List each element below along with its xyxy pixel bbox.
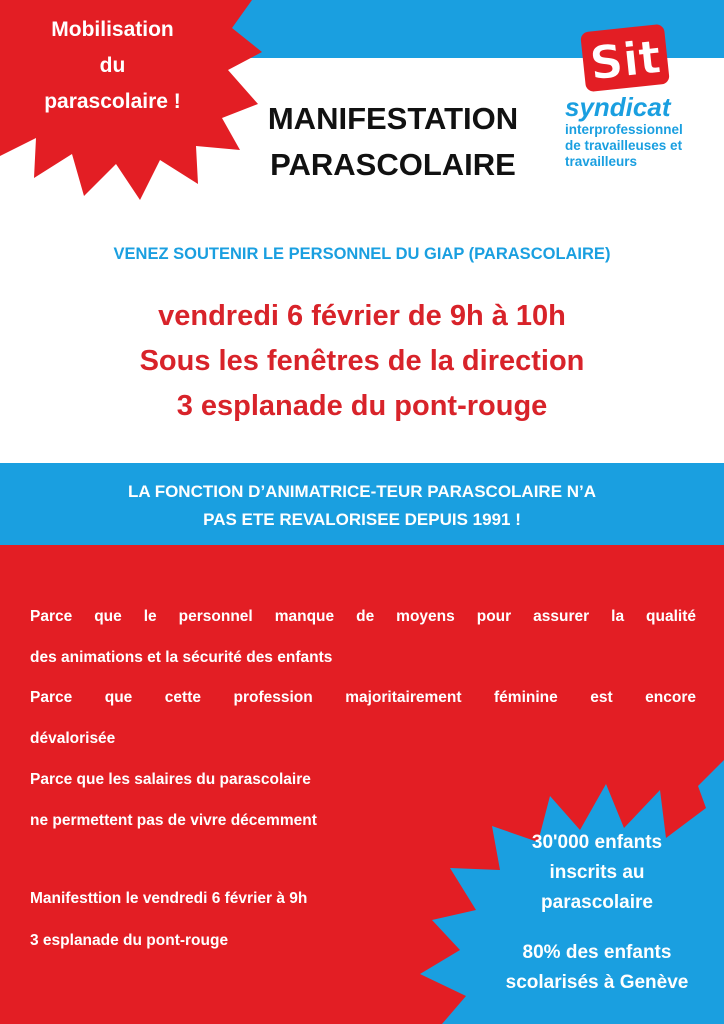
closing-info bbox=[30, 878, 307, 962]
fact-2-line-1: 80% des enfants bbox=[522, 942, 672, 963]
reason-2-line-1: Parce que cette profession majoritairement féminine est encore bbox=[30, 689, 696, 707]
reason-2-line-2: dévalorisée bbox=[30, 730, 116, 748]
logo-badge-text: Sit bbox=[587, 29, 664, 91]
fact-1-line-1: 30'000 enfants bbox=[531, 832, 663, 853]
logo-subtitle-line-3: travailleurs bbox=[565, 154, 638, 169]
reason-1-line-2: des animations et la sécurité des enfants bbox=[30, 648, 333, 666]
event-place: Sous les fenêtres de la direction bbox=[139, 345, 585, 377]
title-line-2: PARASCOLAIRE bbox=[270, 147, 516, 182]
support-line: VENEZ SOUTENIR LE PERSONNEL DU GIAP (PARASCOLAIRE) bbox=[113, 245, 611, 263]
event-date: vendredi 6 février de 9h à 10h bbox=[158, 300, 566, 332]
fact-1-line-2: inscrits au bbox=[549, 862, 645, 883]
logo-subtitle bbox=[565, 122, 724, 170]
logo-subtitle-line-1: interprofessionnel bbox=[565, 122, 683, 137]
banner-text bbox=[20, 478, 704, 534]
fact-1-line-3: parascolaire bbox=[541, 892, 653, 913]
logo-word: syndicat bbox=[565, 92, 671, 122]
logo-subtitle-line-2: de travailleuses et bbox=[565, 138, 683, 153]
banner-line-2: PAS ETE REVALORISEE DEPUIS 1991 ! bbox=[203, 510, 521, 529]
event-details bbox=[0, 294, 724, 429]
event-address: 3 esplanade du pont-rouge bbox=[176, 390, 548, 422]
reason-1-line-1: Parce que le personnel manque de moyens pour assurer la qualité bbox=[30, 608, 696, 625]
title-line-1: MANIFESTATION bbox=[267, 101, 519, 136]
sit-logo bbox=[565, 20, 685, 95]
mobilisation-line-1: Mobilisation bbox=[51, 18, 174, 41]
facts-text bbox=[470, 828, 724, 998]
page-title bbox=[228, 96, 558, 188]
closing-line-1: Manifesttion le vendredi 6 février à 9h bbox=[30, 890, 308, 907]
mobilisation-line-3: parascolaire ! bbox=[44, 90, 181, 113]
mobilisation-line-2: du bbox=[99, 54, 126, 77]
reason-3-line-1: Parce que les salaires du parascolaire bbox=[30, 770, 311, 788]
banner-line-1: LA FONCTION D’ANIMATRICE-TEUR PARASCOLAIRE N’A bbox=[127, 482, 597, 501]
fact-2-line-2: scolarisés à Genève bbox=[505, 972, 689, 993]
reason-3-line-2: ne permettent pas de vivre décemment bbox=[30, 811, 317, 829]
closing-line-2: 3 esplanade du pont-rouge bbox=[30, 932, 229, 949]
mobilisation-text bbox=[0, 12, 225, 120]
